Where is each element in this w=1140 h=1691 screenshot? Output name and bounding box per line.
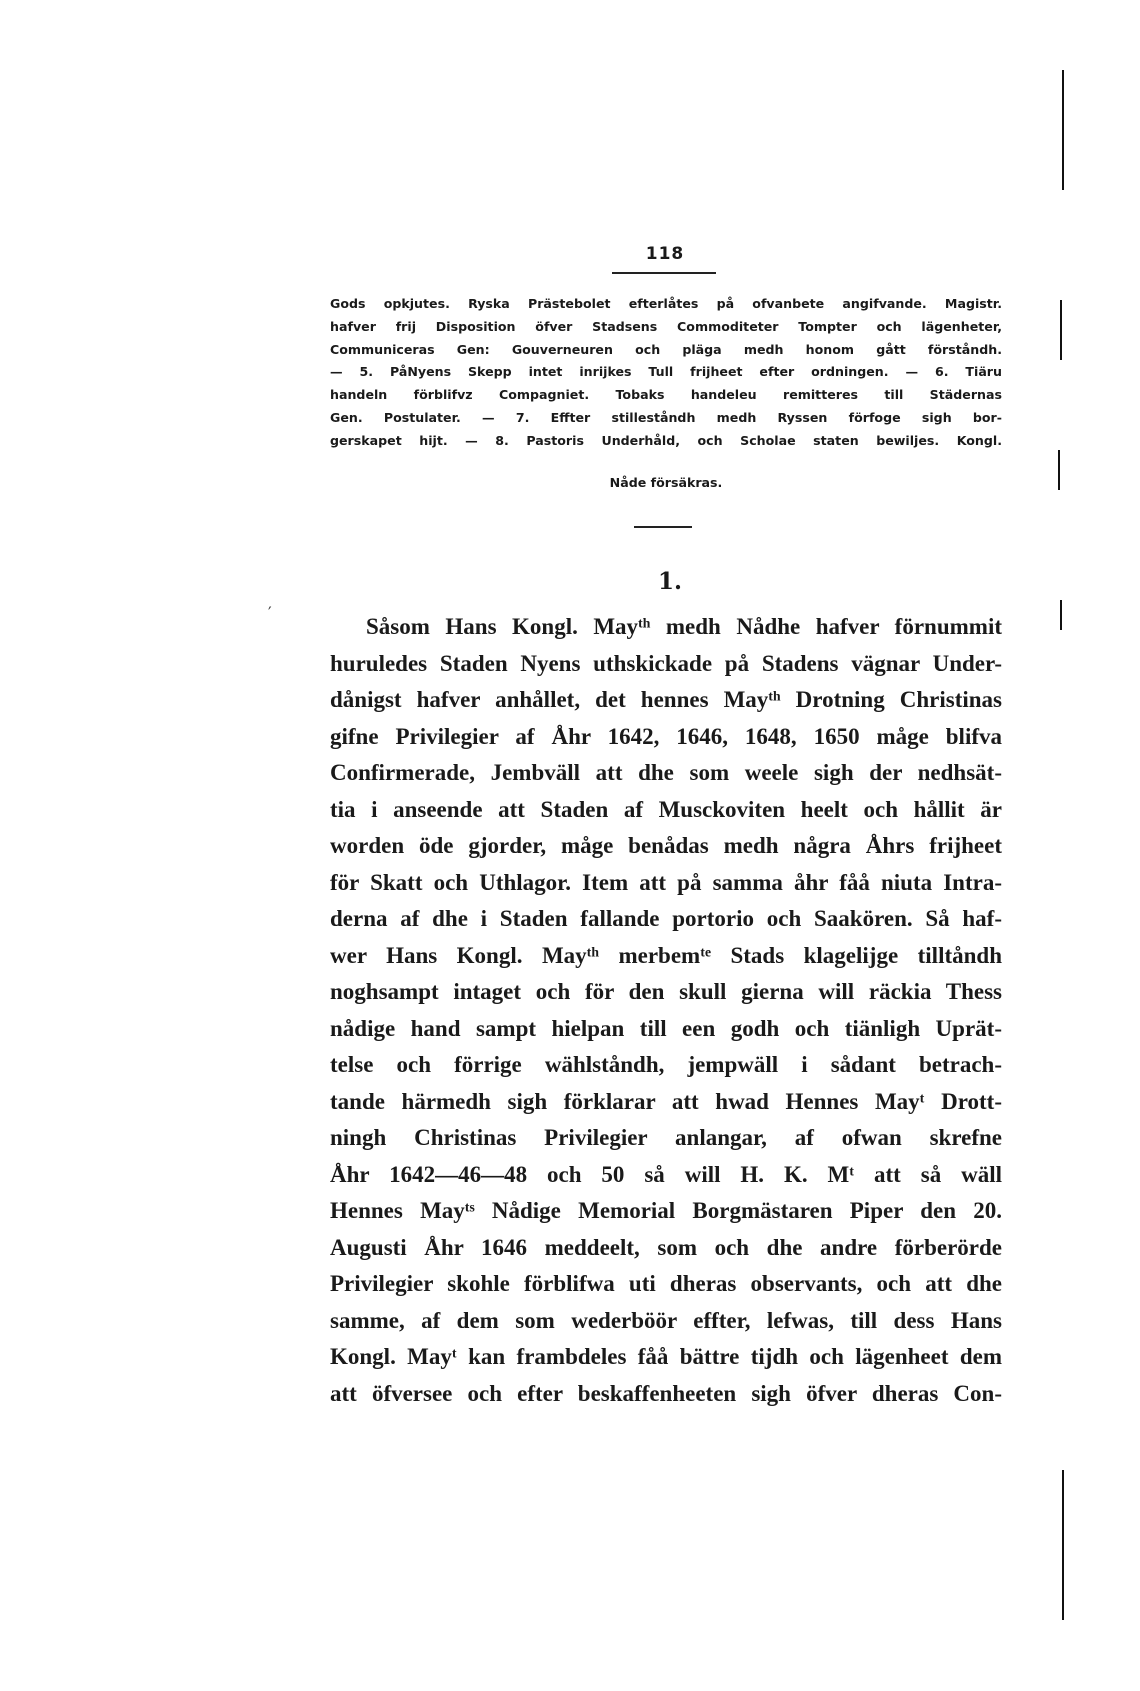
summary-line: Gen. Postulater. — 7. Effter stilleståndh medh Ryssen förfoge sigh bor-: [330, 409, 1002, 425]
scan-edge-mark: [1058, 450, 1060, 490]
body-line: Hennes Mayᵗˢ Nådige Memorial Borgmästaren Piper den 20.: [330, 1198, 1002, 1223]
section-divider: [634, 526, 692, 528]
body-line: wer Hans Kongl. Mayᵗʰ merbemᵗᵉ Stads klagelijge tilltåndh: [330, 942, 1002, 968]
header-rule: [612, 272, 716, 274]
body-line: ningh Christinas Privilegier anlangar, af ofwan skrefne: [330, 1125, 1002, 1150]
chapter-summary: [330, 293, 1002, 453]
summary-line: — 5. PåNyens Skepp intet inrijkes Tull frijheet efter ordningen. — 6. Tiäru: [330, 364, 1002, 380]
body-line: för Skatt och Uthlagor. Item att på samma åhr fåå niuta Intra-: [330, 869, 1002, 895]
body-line: huruledes Staden Nyens uthskickade på Stadens vägnar Under-: [330, 650, 1002, 676]
body-line: tia i anseende att Staden af Musckoviten heelt och hållit är: [330, 796, 1002, 822]
section-number: 1.: [657, 568, 682, 595]
body-line: Augusti Åhr 1646 meddeelt, som och dhe andre förberörde: [330, 1234, 1002, 1260]
body-text: [330, 609, 1002, 1412]
scan-edge-mark: [1060, 300, 1062, 360]
scan-edge-mark: [1060, 600, 1062, 630]
body-line: Såsom Hans Kongl. Mayᵗʰ medh Nådhe hafver förnummit: [366, 614, 1002, 639]
body-line: att öfversee och efter beskaffenheeten sigh öfver dheras Con-: [330, 1380, 1002, 1406]
body-line: tande härmedh sigh förklarar att hwad Hennes Mayᵗ Drott-: [330, 1088, 1002, 1114]
summary-line: Gods opkjutes. Ryska Prästebolet efterlåtes på ofvanbete angifvande. Magistr.: [330, 296, 1002, 311]
summary-last-line: Nåde försäkras.: [609, 475, 723, 490]
summary-line: handeln förblifvz Compagniet. Tobaks handeleu remitteres till Städernas: [330, 387, 1002, 403]
body-line: samme, af dem som wederböör effter, lefwas, till dess Hans: [330, 1307, 1002, 1333]
body-line: noghsampt intaget och för den skull gierna will räckia Thess: [330, 979, 1002, 1004]
body-line: telse och förrige wählståndh, jempwäll i sådant betrach-: [330, 1052, 1002, 1077]
summary-line: gerskapet hijt. — 8. Pastoris Underhåld, och Scholae staten bewiljes. Kongl.: [330, 432, 1002, 448]
body-line: Kongl. Mayᵗ kan frambdeles fåå bättre tijdh och lägenheet dem: [330, 1344, 1002, 1369]
summary-line: hafver frij Disposition öfver Stadsens Commoditeter Tompter och lägenheter,: [330, 318, 1002, 334]
body-line: nådige hand sampt hielpan till een godh och tiänligh Uprät-: [330, 1015, 1002, 1041]
body-line: Confirmerade, Jembväll att dhe som weele sigh der nedhsät-: [330, 760, 1002, 785]
body-line: worden öde gjorder, måge benådas medh några Åhrs frijheet: [330, 833, 1002, 858]
body-line: gifne Privilegier af Åhr 1642, 1646, 1648, 1650 måge blifva: [330, 723, 1002, 749]
body-line: Åhr 1642—46—48 och 50 så will H. K. Mᵗ att så wäll: [330, 1161, 1002, 1187]
body-line: dånigst hafver anhållet, det hennes Mayᵗʰ Drotning Christinas: [330, 687, 1002, 712]
summary-line: Communiceras Gen: Gouverneuren och pläga medh honom gått förståndh.: [330, 341, 1002, 357]
scan-edge-mark: [1062, 1470, 1064, 1620]
page-number: 118: [645, 244, 685, 264]
body-line: Privilegier skohle förblifwa uti dheras observants, och att dhe: [330, 1271, 1002, 1296]
margin-mark: ′: [268, 603, 272, 622]
body-line: derna af dhe i Staden fallande portorio och Saakören. Så haf-: [330, 906, 1002, 931]
scan-edge-mark: [1062, 70, 1064, 190]
